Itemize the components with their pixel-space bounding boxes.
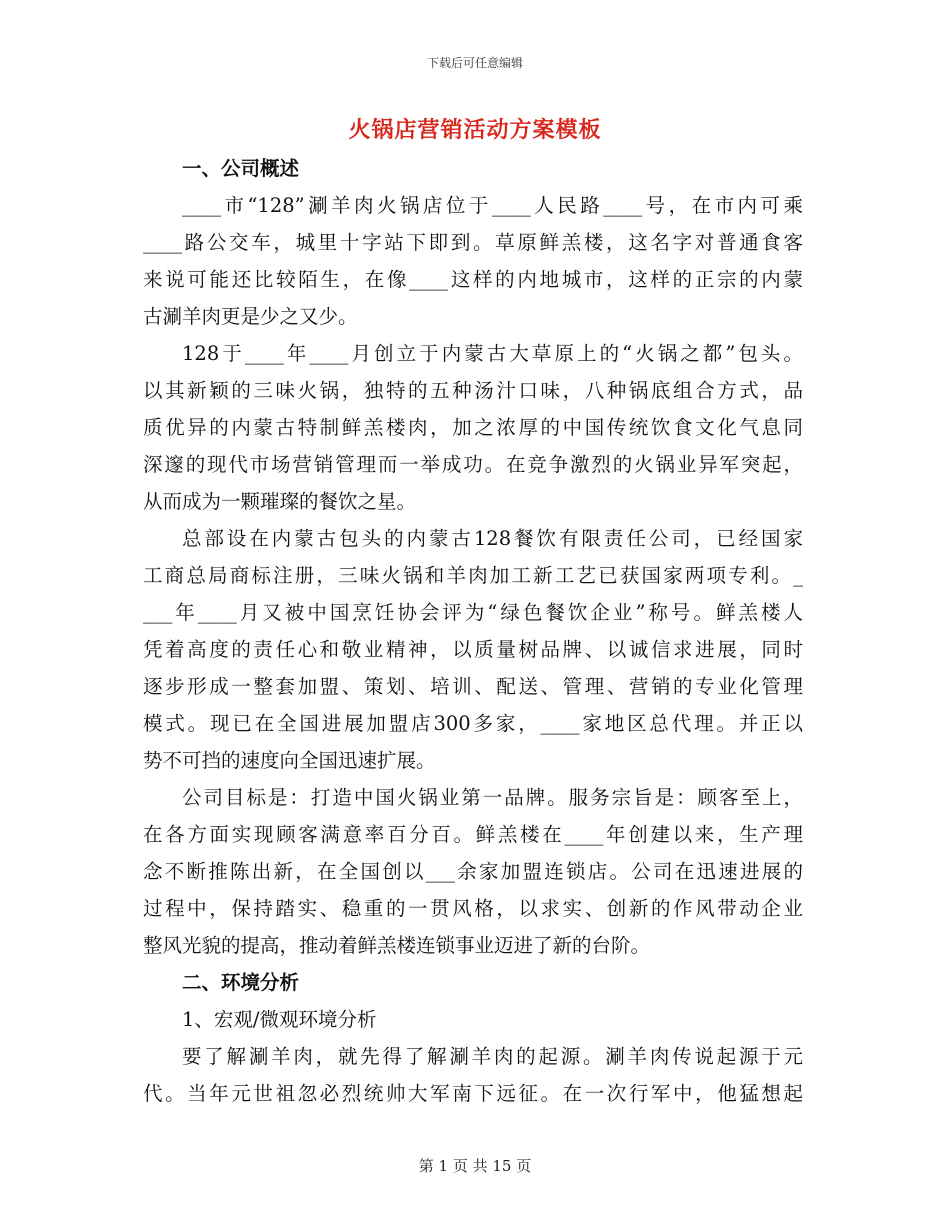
text-line: 工商总局商标注册，三味火锅和羊肉加工新工艺已获国家两项专利。_	[143, 564, 803, 587]
text-line: 要了解涮羊肉，就先得了解涮羊肉的起源。涮羊肉传说起源于元	[182, 1045, 803, 1068]
text-line: ___年____月又被中国烹饪协会评为“绿色餐饮企业”称号。鲜羔楼人	[143, 601, 803, 624]
text-line: 凭着高度的责任心和敬业精神，以质量树品牌、以诚信求进展，同时	[143, 638, 803, 661]
paragraph	[143, 779, 803, 964]
text-line: 质优异的内蒙古特制鲜羔楼肉，加之浓厚的中国传统饮食文化气息同	[143, 416, 803, 439]
paragraph	[143, 335, 803, 520]
section-heading-company-overview: 一、公司概述	[182, 157, 300, 180]
section-heading-environment-analysis: 二、环境分析	[182, 971, 300, 994]
text-line: 逐步形成一整套加盟、策划、培训、配送、管理、营销的专业化管理	[143, 675, 803, 698]
paragraph	[143, 520, 803, 779]
text-line: 总部设在内蒙古包头的内蒙古128餐饮有限责任公司，已经国家	[182, 527, 803, 550]
text-line: 深邃的现代市场营销管理而一举成功。在竞争激烈的火锅业异军突起，	[143, 453, 803, 476]
page-number: 第 1 页 共 15 页	[418, 1157, 532, 1175]
text-line: 古涮羊肉更是少之又少。	[143, 305, 358, 328]
text-line: 从而成为一颗璀璨的餐饮之星。	[143, 490, 417, 513]
text-line: 模式。现已在全国进展加盟店300多家，____家地区总代理。并正以	[143, 712, 803, 735]
text-line: 128于____年____月创立于内蒙古大草原上的“火锅之都”包头。	[182, 342, 803, 365]
document-body	[143, 150, 803, 1112]
text-line: 势不可挡的速度向全国迅速扩展。	[143, 749, 436, 772]
text-line: 以其新颖的三味火锅，独特的五种汤汁口味，八种锅底组合方式，品	[143, 379, 803, 402]
text-line: ____路公交车，城里十字站下即到。草原鲜羔楼，这名字对普通食客	[143, 231, 803, 254]
text-line: 整风光貌的提高，推动着鲜羔楼连锁事业迈进了新的台阶。	[143, 934, 651, 957]
text-line: 来说可能还比较陌生，在像____这样的内地城市，这样的正宗的内蒙	[143, 268, 803, 291]
text-line: 念不断推陈出新，在全国创以___余家加盟连锁店。公司在迅速进展的	[143, 860, 803, 883]
subsection-heading: 1、宏观/微观环境分析	[182, 1008, 377, 1031]
paragraph	[143, 1038, 803, 1112]
paragraph	[143, 187, 803, 335]
document-title: 火锅店营销活动方案模板	[348, 117, 602, 143]
text-line: 公司目标是：打造中国火锅业第一品牌。服务宗旨是：顾客至上，	[182, 786, 803, 809]
text-line: ____市“128”涮羊肉火锅店位于____人民路____号，在市内可乘	[182, 194, 803, 217]
text-line: 代。当年元世祖忽必烈统帅大军南下远征。在一次行军中，他猛想起	[143, 1082, 803, 1105]
text-line: 在各方面实现顾客满意率百分百。鲜羔楼在____年创建以来，生产理	[143, 823, 803, 846]
header-note: 下载后可任意编辑	[426, 56, 523, 70]
text-line: 过程中，保持踏实、稳重的一贯风格，以求实、创新的作风带动企业	[143, 897, 803, 920]
